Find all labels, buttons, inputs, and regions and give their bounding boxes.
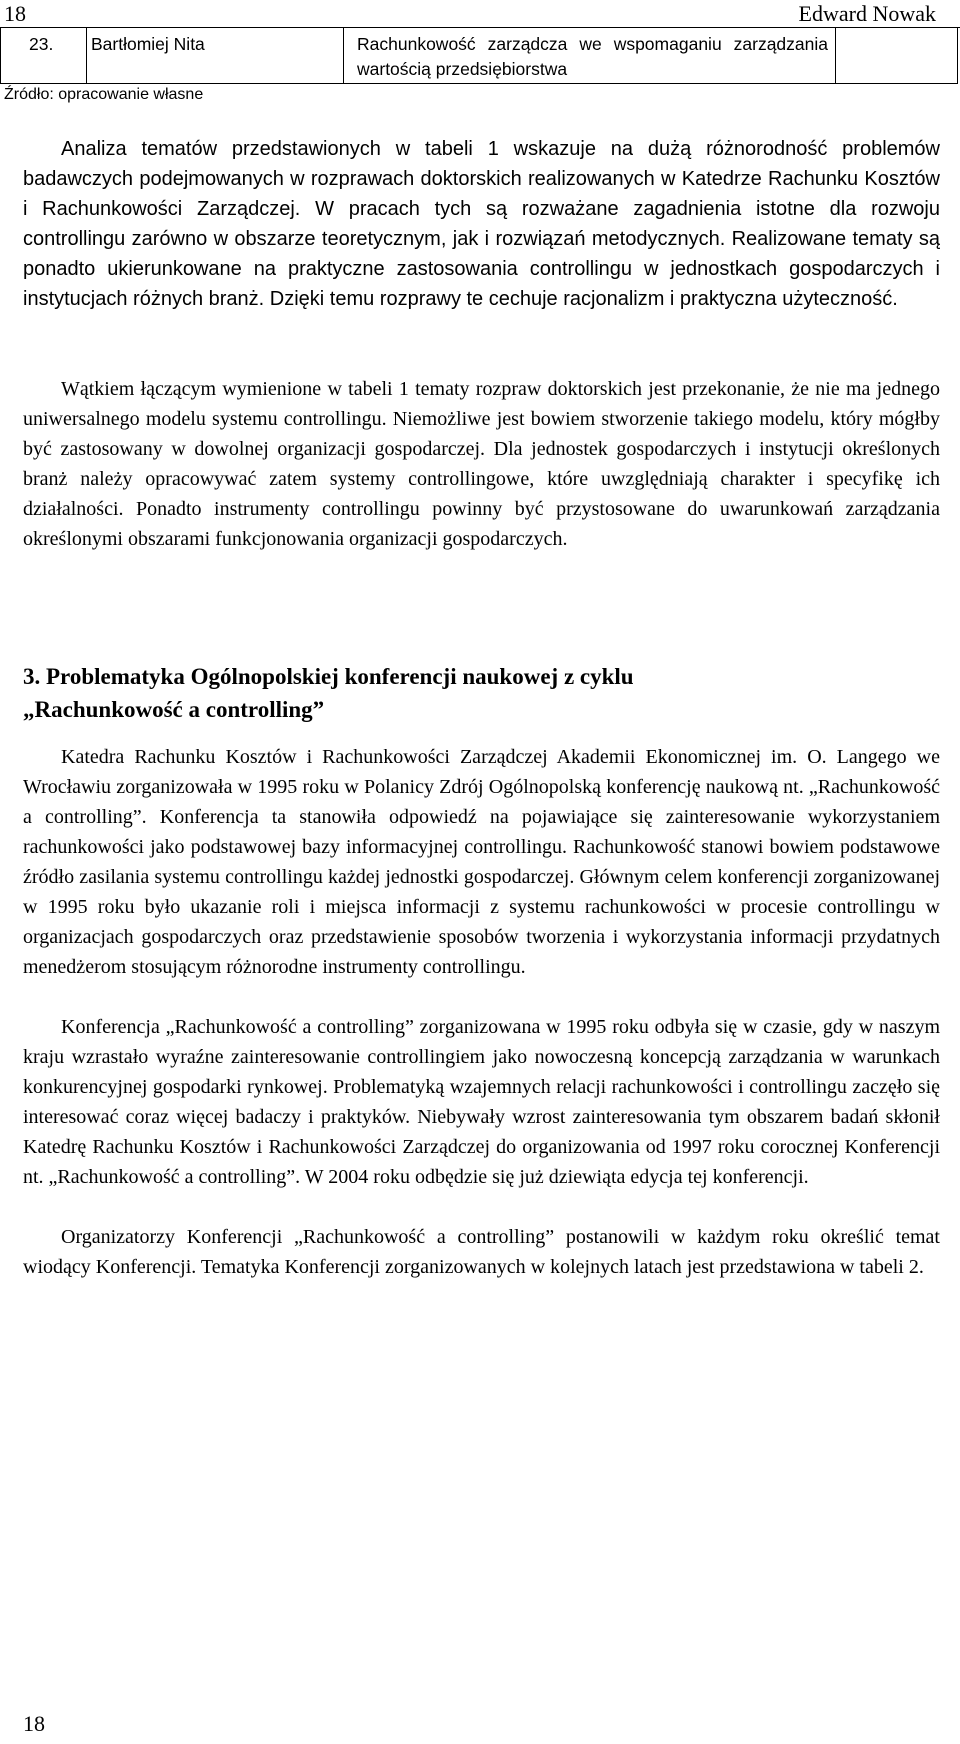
header-author: Edward Nowak — [798, 1, 936, 26]
section-heading — [23, 660, 940, 726]
table-row — [0, 28, 958, 84]
page-header — [0, 0, 960, 28]
table-cell-title: Rachunkowość zarządcza we wspomaganiu zarządzania wartością przedsiębiorstwa — [344, 28, 836, 83]
paragraph-conference-growth: Konferencja „Rachunkowość a controlling” zorganizowana w 1995 roku odbyła się w czasie, gdy w naszym kraju wzrastało wyraźne zainteresowanie controllingiem jako nowoczesną koncepcją zarządzania w warunkach konkurencyjnej gospodarki rynkowej. Problematyką wzajemnych relacji rachunkowości i controllingu zaczęło się interesować coraz więcej badaczy i praktyków. Niebywały wzrost zainteresowania tym obszarem badań skłonił Katedrę Rachunku Kosztów i Rachunkowości Zarządczej do organizowania od 1997 roku corocznej Konferencji nt. „Rachunkowość a controlling”. W 2004 roku odbędzie się już dziewiąta edycja tej konferencji. — [23, 1016, 940, 1188]
table-cell-author: Bartłomiej Nita — [87, 28, 344, 83]
table-cell-empty — [836, 28, 957, 83]
section-heading-line2: „Rachunkowość a controlling” — [23, 697, 325, 722]
paragraph-no-universal-model: Wątkiem łączącym wymienione w tabeli 1 tematy rozpraw doktorskich jest przekonanie, że nie ma jednego uniwersalnego modelu systemu controllingu. Niemożliwe jest bowiem stworzenie takiego modelu, który mógłby być zastosowany w dowolnej organizacji gospodarczej. Dla jednostek gospodarczych i instytucji określonych branż należy opracowywać zatem systemy controllingowe, które uwzględniają charakter i specyfikę ich działalności. Ponadto instrumenty controllingu powinny być przystosowane do uwarunkowań zarządzania określonymi obszarami funkcjonowania organizacji gospodarczych. — [23, 378, 940, 550]
paragraph-analysis: Analiza tematów przedstawionych w tabeli 1 wskazuje na dużą różnorodność problemów badawczych podejmowanych w rozprawach doktorskich realizowanych w Katedrze Rachunku Kosztów i Rachunkowości Zarządczej. W pracach tych są rozważane zagadnienia istotne dla rozwoju controllingu zarówno w obszarze teoretycznym, jak i rozwiązań metodycznych. Realizowane tematy są ponadto ukierunkowane na praktyczne zastosowania controllingu w jednostkach gospodarczych i instytucjach różnych branż. Dzięki temu rozprawy te cechuje racjonalizm i praktyczna użyteczność. — [23, 138, 940, 310]
paragraph-organizers: Organizatorzy Konferencji „Rachunkowość a controlling” postanowili w każdym roku określić temat wiodący Konferencji. Tematyka Konferencji zorganizowanych w kolejnych latach jest przedstawiona w tabeli 2. — [23, 1226, 940, 1278]
footer-page-number: 18 — [23, 1711, 45, 1736]
header-page-number: 18 — [4, 1, 26, 26]
table-cell-number: 23. — [1, 28, 87, 83]
paragraph-conference-1995: Katedra Rachunku Kosztów i Rachunkowości Zarządczej Akademii Ekonomicznej im. O. Langego we Wrocławiu zorganizowała w 1995 roku w Polanicy Zdrój Ogólnopolską konferencję naukową nt. „Rachunkowość a controlling”. Konferencja ta stanowiła odpowiedź na pojawiające się zainteresowanie wykorzystaniem rachunkowości jako podstawowej bazy informacyjnej controllingu. Rachunkowość stanowi bowiem podstawowe źródło zasilania systemu controllingu każdej jednostki gospodarczej. Głównym celem konferencji zorganizowanej w 1995 roku było ukazanie roli i miejsca informacji z systemu rachunkowości w procesie controllingu w organizacjach gospodarczych oraz przedstawienie sposobów tworzenia i wykorzystania informacji przydatnych menedżerom stosującym różnorodne instrumenty controllingu. — [23, 746, 940, 978]
table-source-note: Źródło: opracowanie własne — [4, 86, 204, 103]
section-heading-line1: 3. Problematyka Ogólnopolskiej konferencji naukowej z cyklu — [23, 664, 634, 689]
